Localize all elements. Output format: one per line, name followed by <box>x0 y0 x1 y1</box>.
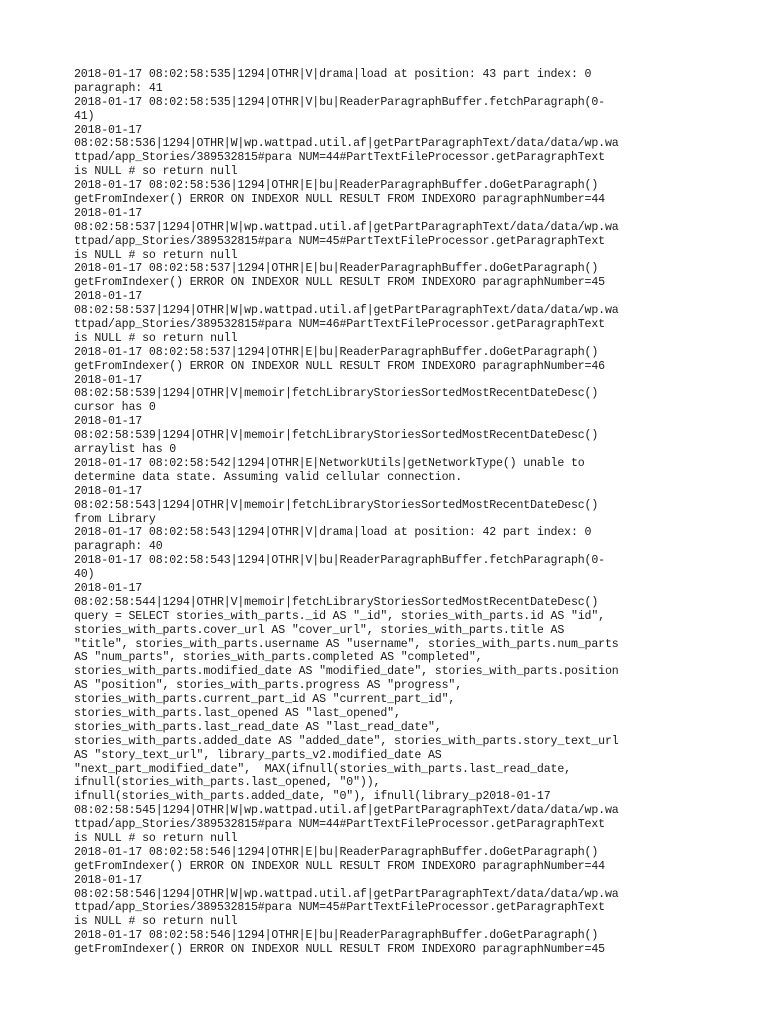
log-line: stories_with_parts.cover_url AS "cover_url", stories_with_parts.title AS <box>74 623 565 637</box>
log-line: 08:02:58:539|1294|OTHR|V|memoir|fetchLibraryStoriesSortedMostRecentDateDesc() <box>74 429 599 443</box>
log-line: "title", stories_with_parts.username AS "username", stories_with_parts.num_parts <box>74 637 619 651</box>
log-line: 2018-01-17 <box>74 123 143 137</box>
log-line: getFromIndexer() ERROR ON INDEXOR NULL RESULT FROM INDEXORO paragraphNumber=45 <box>74 276 605 290</box>
log-line: 2018-01-17 <box>74 415 143 429</box>
log-line: ttpad/app_Stories/389532815#para NUM=44#PartTextFileProcessor.getParagraphText <box>74 151 605 165</box>
log-line: 2018-01-17 08:02:58:536|1294|OTHR|E|bu|ReaderParagraphBuffer.doGetParagraph() <box>74 179 599 193</box>
log-line: stories_with_parts.last_opened AS "last_opened", <box>74 706 401 720</box>
log-line: 2018-01-17 08:02:58:535|1294|OTHR|V|drama|load at position: 43 part index: 0 <box>74 68 592 81</box>
log-line: 08:02:58:543|1294|OTHR|V|memoir|fetchLibraryStoriesSortedMostRecentDateDesc() <box>74 498 599 512</box>
log-line: ttpad/app_Stories/389532815#para NUM=45#PartTextFileProcessor.getParagraphText <box>74 901 605 915</box>
log-line: is NULL # so return null <box>74 248 238 262</box>
log-line: getFromIndexer() ERROR ON INDEXOR NULL RESULT FROM INDEXORO paragraphNumber=44 <box>74 193 605 207</box>
log-line: ifnull(stories_with_parts.added_date, "0"), ifnull(library_p2018-01-17 <box>74 790 551 804</box>
log-line: arraylist has 0 <box>74 443 177 457</box>
log-line: ttpad/app_Stories/389532815#para NUM=46#PartTextFileProcessor.getParagraphText <box>74 318 605 332</box>
log-line: is NULL # so return null <box>74 915 238 929</box>
log-line: is NULL # so return null <box>74 831 238 845</box>
log-line: AS "story_text_url", library_parts_v2.modified_date AS <box>74 748 442 762</box>
log-line: 2018-01-17 <box>74 373 143 387</box>
log-line: ttpad/app_Stories/389532815#para NUM=45#PartTextFileProcessor.getParagraphText <box>74 234 605 248</box>
log-line: 08:02:58:537|1294|OTHR|W|wp.wattpad.util.af|getPartParagraphText/data/data/wp.wa <box>74 304 619 318</box>
log-line: is NULL # so return null <box>74 331 238 345</box>
log-line: is NULL # so return null <box>74 165 238 179</box>
log-line: cursor has 0 <box>74 401 156 415</box>
log-line: 2018-01-17 <box>74 290 143 304</box>
log-line: paragraph: 40 <box>74 540 163 554</box>
log-line: 2018-01-17 <box>74 206 143 220</box>
log-line: 08:02:58:536|1294|OTHR|W|wp.wattpad.util.af|getPartParagraphText/data/data/wp.wa <box>74 137 619 151</box>
log-line: 2018-01-17 08:02:58:546|1294|OTHR|E|bu|ReaderParagraphBuffer.doGetParagraph() <box>74 929 599 943</box>
log-line: 2018-01-17 08:02:58:543|1294|OTHR|V|drama|load at position: 42 part index: 0 <box>74 526 592 540</box>
log-line: stories_with_parts.modified_date AS "modified_date", stories_with_parts.position <box>74 665 619 679</box>
log-line: 2018-01-17 08:02:58:535|1294|OTHR|V|bu|ReaderParagraphBuffer.fetchParagraph(0- <box>74 95 605 109</box>
log-line: query = SELECT stories_with_parts._id AS "_id", stories_with_parts.id AS "id", <box>74 609 605 623</box>
log-line: AS "num_parts", stories_with_parts.completed AS "completed", <box>74 651 483 665</box>
log-line: stories_with_parts.current_part_id AS "current_part_id", <box>74 693 456 707</box>
log-line: 08:02:58:545|1294|OTHR|W|wp.wattpad.util.af|getPartParagraphText/data/data/wp.wa <box>74 804 619 818</box>
log-line: 2018-01-17 08:02:58:543|1294|OTHR|V|bu|ReaderParagraphBuffer.fetchParagraph(0- <box>74 554 605 568</box>
log-line: ifnull(stories_with_parts.last_opened, "0")), <box>74 776 381 790</box>
log-line: 2018-01-17 <box>74 484 143 498</box>
log-line: ttpad/app_Stories/389532815#para NUM=44#PartTextFileProcessor.getParagraphText <box>74 818 605 832</box>
log-line: getFromIndexer() ERROR ON INDEXOR NULL RESULT FROM INDEXORO paragraphNumber=44 <box>74 859 605 873</box>
log-line: 08:02:58:544|1294|OTHR|V|memoir|fetchLibraryStoriesSortedMostRecentDateDesc() <box>74 595 599 609</box>
log-line: 08:02:58:537|1294|OTHR|W|wp.wattpad.util.af|getPartParagraphText/data/data/wp.wa <box>74 220 619 234</box>
log-line: determine data state. Assuming valid cellular connection. <box>74 470 463 484</box>
log-line: 40) <box>74 568 95 582</box>
log-text-block <box>74 68 704 957</box>
log-line: 2018-01-17 08:02:58:546|1294|OTHR|E|bu|ReaderParagraphBuffer.doGetParagraph() <box>74 845 599 859</box>
log-line: 2018-01-17 08:02:58:537|1294|OTHR|E|bu|ReaderParagraphBuffer.doGetParagraph() <box>74 345 599 359</box>
log-line: 2018-01-17 08:02:58:542|1294|OTHR|E|NetworkUtils|getNetworkType() unable to <box>74 456 585 470</box>
log-line: stories_with_parts.last_read_date AS "last_read_date", <box>74 720 442 734</box>
log-line: 41) <box>74 109 95 123</box>
log-line: from Library <box>74 512 156 526</box>
log-line: 08:02:58:546|1294|OTHR|W|wp.wattpad.util.af|getPartParagraphText/data/data/wp.wa <box>74 887 619 901</box>
log-line: 2018-01-17 08:02:58:537|1294|OTHR|E|bu|ReaderParagraphBuffer.doGetParagraph() <box>74 262 599 276</box>
log-line: "next_part_modified_date", MAX(ifnull(stories_with_parts.last_read_date, <box>74 762 571 776</box>
log-line: stories_with_parts.added_date AS "added_date", stories_with_parts.story_text_url <box>74 734 619 748</box>
log-line: 2018-01-17 <box>74 581 143 595</box>
log-line: paragraph: 41 <box>74 81 163 95</box>
log-line: getFromIndexer() ERROR ON INDEXOR NULL RESULT FROM INDEXORO paragraphNumber=46 <box>74 359 605 373</box>
log-line: 2018-01-17 <box>74 873 143 887</box>
log-line: AS "position", stories_with_parts.progress AS "progress", <box>74 679 463 693</box>
log-line: 08:02:58:539|1294|OTHR|V|memoir|fetchLibraryStoriesSortedMostRecentDateDesc() <box>74 387 599 401</box>
log-line: getFromIndexer() ERROR ON INDEXOR NULL RESULT FROM INDEXORO paragraphNumber=45 <box>74 943 605 957</box>
